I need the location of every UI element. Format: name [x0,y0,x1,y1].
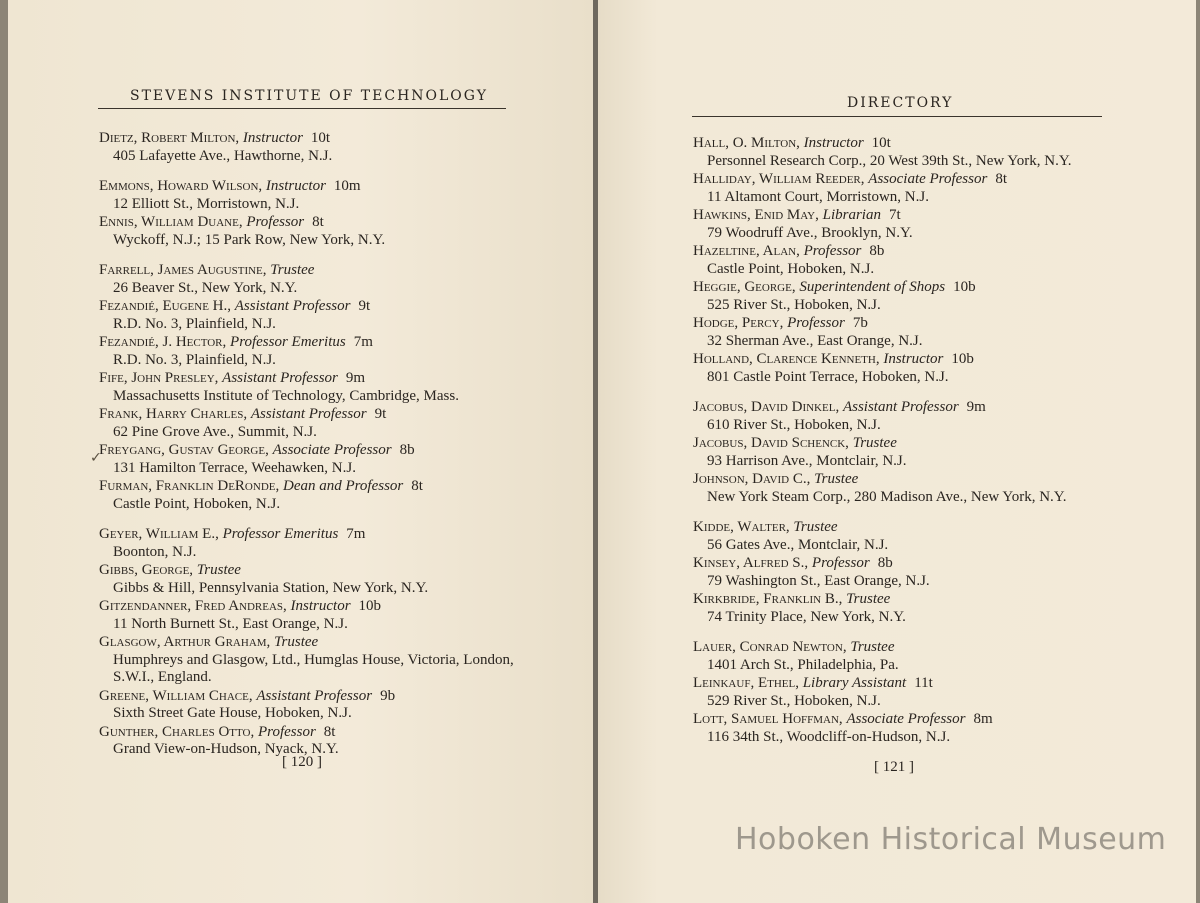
directory-entry [99,130,519,165]
entry-heading [99,178,519,196]
entry-address: Sixth Street Gate House, Hoboken, N.J. [113,705,352,721]
entry-name: Greene, William Chace, [99,687,253,704]
entry-code: 10m [333,178,361,194]
right-page-header: DIRECTORY [847,95,954,111]
entry-title: Instructor [265,178,326,194]
museum-watermark: Hoboken Historical Museum [735,822,1167,857]
entry-heading [99,214,519,232]
entry-title: Instructor [883,351,944,367]
entry-name: Glasgow, Arthur Graham, [99,634,271,650]
directory-entry [99,634,519,687]
directory-entry [99,178,519,213]
entry-heading [693,135,1113,153]
entry-heading [693,399,1113,417]
entry-code: 10b [951,351,974,367]
entry-title: Trustee [793,519,838,535]
entry-name: Geyer, William E., [99,526,219,542]
entry-name: Lott, Samuel Hoffman, [693,711,843,727]
entry-code: 9t [374,406,387,422]
entry-address: R.D. No. 3, Plainfield, N.J. [113,315,276,332]
entry-name: Johnson, David C., [693,471,811,487]
entry-title: Assistant Professor [842,399,959,415]
directory-entry [693,591,1113,626]
entry-name: Halliday, William Reeder, [693,171,865,187]
entry-address: 131 Hamilton Terrace, Weehawken, N.J. [113,459,356,476]
entry-address: New York Steam Corp., 280 Madison Ave., New York, N.Y. [707,488,1067,505]
entry-title: Instructor [803,135,864,151]
entry-title: Instructor [290,598,351,614]
directory-entry [99,214,519,249]
entry-code: 7b [852,315,868,331]
entry-address: 79 Washington St., East Orange, N.J. [707,572,930,589]
directory-entry [693,435,1113,470]
directory-entry [99,526,519,561]
directory-entry [99,298,519,333]
entry-code: 8b [399,442,415,458]
entry-name: Fezandié, Eugene H., [99,298,232,314]
entry-address: 525 River St., Hoboken, N.J. [707,296,881,313]
entry-title: Trustee [850,639,895,655]
entry-code: 7m [346,526,366,542]
entry-address: 11 Altamont Court, Morristown, N.J. [707,188,929,205]
entry-name: Holland, Clarence Kenneth, [693,351,880,367]
entry-title: Instructor [242,130,303,146]
entry-title: Associate Professor [846,711,966,727]
entry-heading [99,526,519,544]
entry-address: 405 Lafayette Ave., Hawthorne, N.J. [113,147,333,164]
entry-code: 9m [966,399,986,415]
entry-name: Leinkauf, Ethel, [693,675,799,691]
entry-heading [693,675,1113,693]
entry-title: Trustee [852,435,897,451]
entry-name: Fezandié, J. Hector, [99,334,227,350]
directory-entry [693,399,1113,434]
entry-name: Ennis, William Duane, [99,214,243,230]
entry-title: Assistant Professor [250,406,367,422]
entry-heading [99,334,519,352]
entry-address: 610 River St., Hoboken, N.J. [707,416,881,433]
directory-entry [693,207,1113,242]
entry-heading [99,130,519,148]
left-page-number: [ 120 ] [282,754,322,770]
entry-title: Assistant Professor [222,370,338,386]
entry-name: Heggie, George, [693,279,796,295]
entry-heading [693,315,1113,333]
entry-name: Fife, John Presley, [99,370,219,386]
entry-heading [693,639,1113,657]
entry-heading [99,688,519,706]
entry-heading [693,555,1113,573]
entry-address: 62 Pine Grove Ave., Summit, N.J. [113,423,317,440]
entry-name: Hodge, Percy, [693,315,784,331]
directory-entry [693,351,1113,386]
entry-code: 10b [953,279,976,295]
directory-entry [99,688,519,723]
entry-title: Library Assistant [802,675,907,691]
entry-heading [693,207,1113,225]
entry-title: Professor [258,723,316,740]
directory-entry [693,279,1113,314]
directory-entry [99,370,519,405]
entry-code: 9m [345,370,366,386]
left-header-rule [98,108,506,109]
entry-address: Castle Point, Hoboken, N.J. [113,495,281,512]
entry-code: 8t [995,171,1007,187]
right-page-number: [ 121 ] [874,759,914,775]
entry-code: 8b [877,555,893,571]
entry-heading [99,598,519,616]
directory-entry [99,562,519,597]
entry-name: Kinsey, Alfred S., [693,555,809,571]
directory-entry [693,711,1113,746]
entry-code: 7m [353,334,373,350]
entry-name: Jacobus, David Dinkel, [693,399,840,415]
directory-entry [99,406,519,441]
directory-entry [693,471,1113,506]
entry-code: 9b [380,687,396,704]
entry-heading [99,724,519,742]
entry-heading [693,519,1113,537]
entry-code: 10b [358,598,382,614]
entry-heading [693,591,1113,609]
entry-code: 11t [914,675,933,691]
entry-name: Dietz, Robert Milton, [99,130,240,146]
entry-address: Massachusetts Institute of Technology, Cambridge, Mass. [113,387,459,404]
entry-title: Professor [811,555,870,571]
entry-address: 79 Woodruff Ave., Brooklyn, N.Y. [707,224,913,241]
entry-address: Wyckoff, N.J.; 15 Park Row, New York, N.Y. [113,231,386,248]
entry-heading [99,406,519,424]
directory-entry [693,243,1113,278]
entry-name: Farrell, James Augustine, [99,262,267,278]
directory-entry [99,478,519,513]
entry-address: 32 Sherman Ave., East Orange, N.J. [707,332,923,349]
entry-address: 1401 Arch St., Philadelphia, Pa. [707,656,899,673]
entry-address: 12 Elliott St., Morristown, N.J. [113,195,300,212]
entry-heading [99,634,519,652]
entry-address: R.D. No. 3, Plainfield, N.J. [113,351,276,368]
entry-title: Superintendent of Shops [799,279,946,295]
entry-name: Kidde, Walter, [693,519,790,535]
entry-address: Grand View-on-Hudson, Nyack, N.Y. [113,741,339,757]
entry-name: Emmons, Howard Wilson, [99,178,263,194]
entry-heading [693,243,1113,261]
entry-title: Associate Professor [272,442,392,458]
entry-address: Gibbs & Hill, Pennsylvania Station, New York, N.Y. [113,579,429,596]
entry-title: Trustee [270,262,315,278]
entry-heading [693,351,1113,369]
entry-name: Gunther, Charles Otto, [99,723,255,740]
entry-address: 529 River St., Hoboken, N.J. [707,692,881,709]
entry-name: Gibbs, George, [99,562,194,578]
entry-code: 8b [869,243,885,259]
entry-title: Professor [787,315,845,331]
checkmark-icon: ✓ [90,450,102,466]
directory-entry [99,598,519,633]
directory-entry [693,315,1113,350]
entry-name: Furman, Franklin DeRonde, [99,478,280,494]
entry-address: Castle Point, Hoboken, N.J. [707,260,875,277]
entry-name: Lauer, Conrad Newton, [693,639,847,655]
entry-title: Professor [246,214,305,230]
entry-title: Dean and Professor [283,478,404,494]
entry-heading [99,298,519,316]
entry-title: Assistant Professor [256,687,373,704]
entry-heading [693,279,1113,297]
entry-title: Librarian [822,207,881,223]
entry-code: 8t [312,214,324,230]
entry-address: 11 North Burnett St., East Orange, N.J. [113,615,348,632]
entry-name: Kirkbride, Franklin B., [693,591,843,607]
directory-entry [693,519,1113,554]
entry-address: 801 Castle Point Terrace, Hoboken, N.J. [707,368,949,385]
entry-code: 10t [310,130,331,146]
entry-title: Associate Professor [868,171,988,187]
entry-title: Trustee [274,634,319,650]
directory-entry [99,262,519,297]
entry-heading [99,262,519,280]
directory-entry [99,442,519,477]
right-directory-list [693,135,1113,747]
entry-title: Trustee [846,591,891,607]
entry-address: Boonton, N.J. [113,543,197,560]
entry-code: 9t [358,298,371,314]
entry-address: 116 34th St., Woodcliff-on-Hudson, N.J. [707,728,951,745]
entry-address: Personnel Research Corp., 20 West 39th St., New York, N.Y. [707,152,1072,169]
entry-address: 74 Trinity Place, New York, N.Y. [707,608,906,625]
entry-name: Hawkins, Enid May, [693,207,819,223]
entry-name: Freygang, Gustav George, [99,442,269,458]
directory-entry [99,334,519,369]
entry-code: 8t [323,723,336,740]
entry-title: Professor [803,243,862,259]
entry-heading [693,471,1113,489]
entry-heading [693,171,1113,189]
entry-title: Professor Emeritus [230,334,346,350]
entry-heading [693,435,1113,453]
entry-address: 56 Gates Ave., Montclair, N.J. [707,536,889,553]
entry-title: Trustee [814,471,859,487]
entry-name: Hall, O. Milton, [693,135,800,151]
entry-name: Gitzendanner, Fred Andreas, [99,598,287,614]
entry-name: Frank, Harry Charles, [99,406,248,422]
entry-address: 26 Beaver St., New York, N.Y. [113,279,298,296]
directory-entry [693,555,1113,590]
entry-heading [99,370,519,388]
directory-entry [693,639,1113,674]
entry-code: 8m [973,711,993,727]
entry-heading [693,711,1113,729]
entry-heading [99,562,519,580]
entry-name: Jacobus, David Schenck, [693,435,849,451]
entry-code: 7t [888,207,901,223]
entry-name: Hazeltine, Alan, [693,243,800,259]
left-page-header: STEVENS INSTITUTE OF TECHNOLOGY [130,88,488,104]
left-directory-list [99,130,519,760]
right-header-rule [692,116,1102,117]
entry-code: 10t [871,135,891,151]
entry-address: 93 Harrison Ave., Montclair, N.J. [707,452,907,469]
entry-title: Trustee [196,562,241,578]
entry-address: Humphreys and Glasgow, Ltd., Humglas House, Victoria, London, S.W.I., England. [113,651,514,685]
entry-title: Assistant Professor [234,298,351,314]
directory-entry [693,135,1113,170]
directory-entry [693,171,1113,206]
entry-code: 8t [411,478,423,494]
directory-entry [693,675,1113,710]
entry-heading [99,442,519,460]
entry-title: Professor Emeritus [222,526,339,542]
entry-heading [99,478,519,496]
